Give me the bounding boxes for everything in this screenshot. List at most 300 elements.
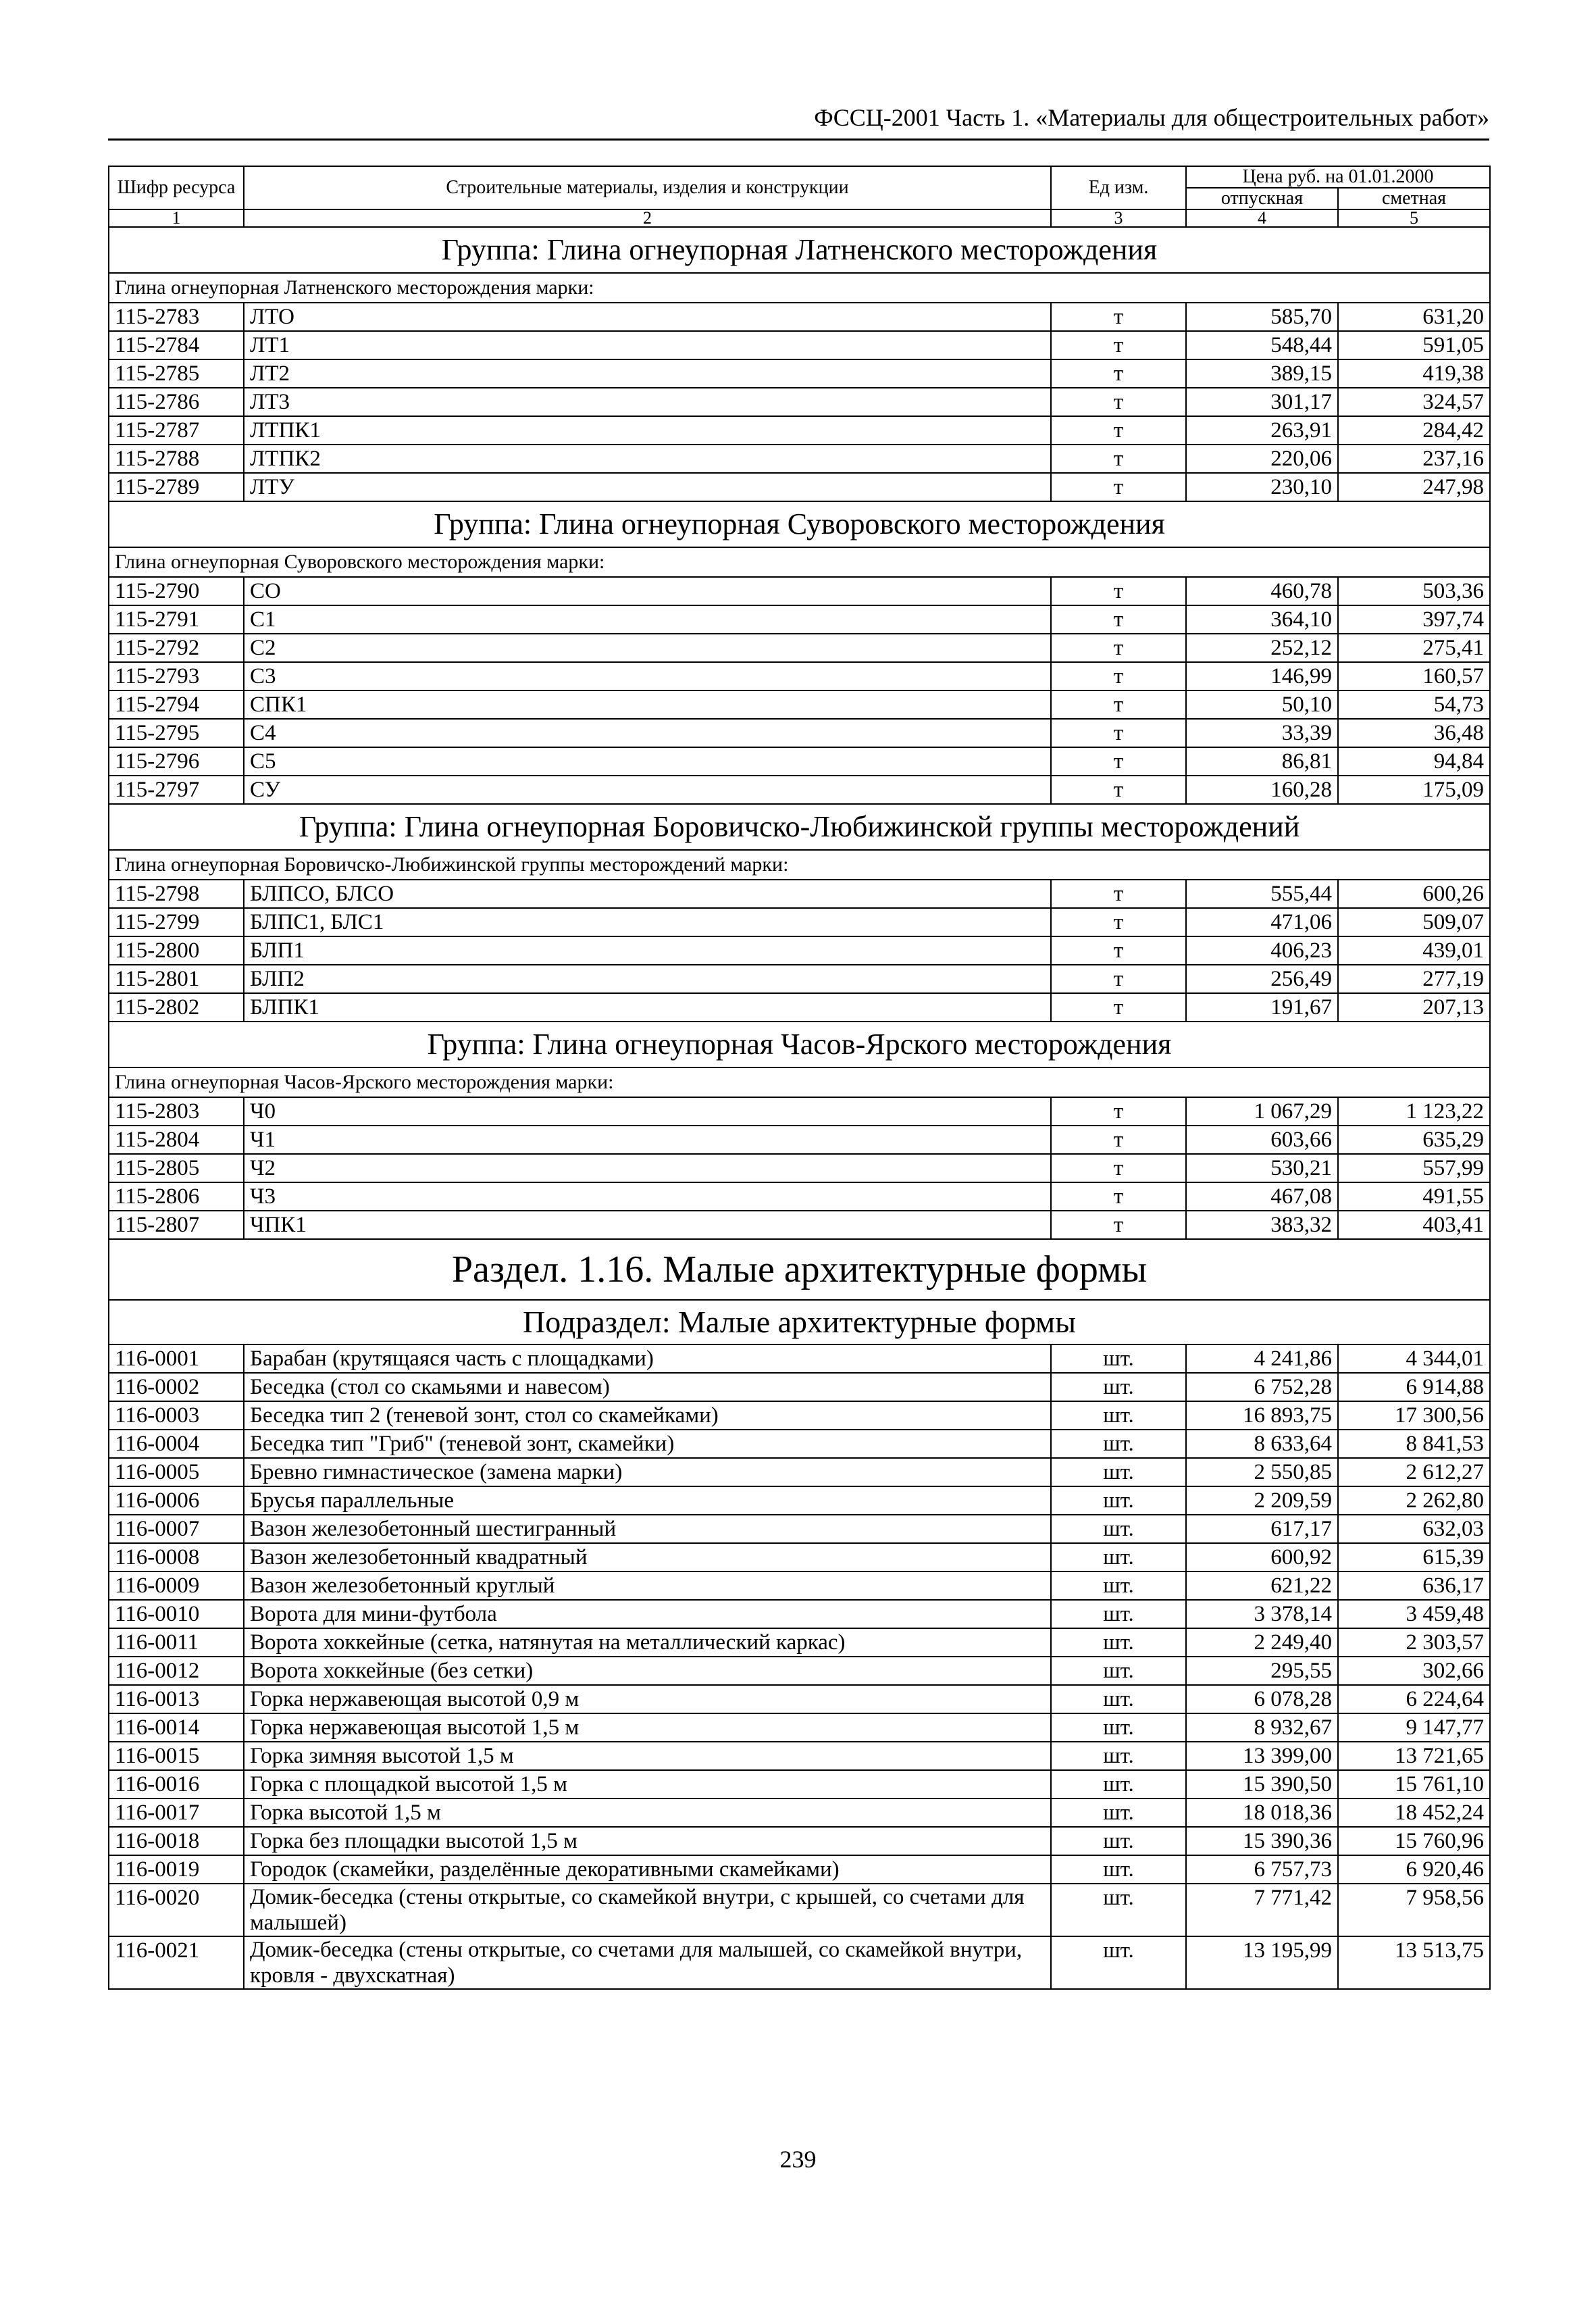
estimate-price: 160,57: [1338, 662, 1490, 690]
resource-code: 115-2793: [109, 662, 244, 690]
table-row: [109, 303, 1490, 331]
unit-of-measure: шт.: [1051, 1543, 1186, 1571]
material-name: Вазон железобетонный квадратный: [244, 1543, 1051, 1571]
resource-code: 116-0015: [109, 1742, 244, 1770]
table-row: [109, 416, 1490, 445]
resource-code: 115-2797: [109, 776, 244, 804]
unit-of-measure: шт.: [1051, 1685, 1186, 1713]
resource-code: 115-2803: [109, 1097, 244, 1126]
table-row: [109, 1742, 1490, 1770]
material-name: С4: [244, 719, 1051, 747]
estimate-price: 284,42: [1338, 416, 1490, 445]
release-price: 585,70: [1186, 303, 1338, 331]
material-name: С3: [244, 662, 1051, 690]
resource-code: 116-0011: [109, 1628, 244, 1657]
estimate-price: 7 958,56: [1338, 1884, 1490, 1936]
release-price: 617,17: [1186, 1515, 1338, 1543]
col-number: 3: [1051, 209, 1186, 227]
estimate-price: 15 761,10: [1338, 1770, 1490, 1799]
group-title: Группа: Глина огнеупорная Боровичско-Любижинской группы месторождений: [109, 804, 1490, 850]
material-name: Горка нержавеющая высотой 1,5 м: [244, 1713, 1051, 1742]
table-row: [109, 776, 1490, 804]
unit-of-measure: шт.: [1051, 1827, 1186, 1855]
resource-code: 115-2790: [109, 577, 244, 605]
material-name: С2: [244, 634, 1051, 662]
material-name: БЛП1: [244, 936, 1051, 965]
material-name: СУ: [244, 776, 1051, 804]
release-price: 383,32: [1186, 1211, 1338, 1239]
table-row: [109, 1713, 1490, 1742]
estimate-price: 94,84: [1338, 747, 1490, 776]
release-price: 467,08: [1186, 1182, 1338, 1211]
group-title: Группа: Глина огнеупорная Суворовского месторождения: [109, 501, 1490, 547]
group-title-row: [109, 227, 1490, 273]
unit-of-measure: шт.: [1051, 1401, 1186, 1430]
estimate-price: 13 513,75: [1338, 1936, 1490, 1989]
table-row: [109, 1211, 1490, 1239]
unit-of-measure: т: [1051, 880, 1186, 908]
table-row: [109, 473, 1490, 501]
col-number: 2: [244, 209, 1051, 227]
group-note-row: [109, 547, 1490, 577]
unit-of-measure: шт.: [1051, 1799, 1186, 1827]
resource-code: 115-2800: [109, 936, 244, 965]
table-row: [109, 1097, 1490, 1126]
unit-of-measure: т: [1051, 662, 1186, 690]
material-name: Горка высотой 1,5 м: [244, 1799, 1051, 1827]
group-title: Группа: Глина огнеупорная Часов-Ярского месторождения: [109, 1022, 1490, 1067]
resource-code: 116-0008: [109, 1543, 244, 1571]
table-row: [109, 1770, 1490, 1799]
estimate-price: 631,20: [1338, 303, 1490, 331]
resource-code: 116-0014: [109, 1713, 244, 1742]
estimate-price: 491,55: [1338, 1182, 1490, 1211]
release-price: 220,06: [1186, 445, 1338, 473]
resource-code: 115-2784: [109, 331, 244, 359]
resource-code: 116-0009: [109, 1571, 244, 1600]
column-numbers: [109, 209, 1490, 227]
table-row: [109, 993, 1490, 1022]
estimate-price: 6 224,64: [1338, 1685, 1490, 1713]
material-name: Горка без площадки высотой 1,5 м: [244, 1827, 1051, 1855]
material-name: Ворота для мини-футбола: [244, 1600, 1051, 1628]
unit-of-measure: т: [1051, 1097, 1186, 1126]
material-name: ЛТ2: [244, 359, 1051, 388]
table-row: [109, 690, 1490, 719]
release-price: 230,10: [1186, 473, 1338, 501]
page-number: 239: [779, 2146, 817, 2173]
table-row: [109, 1430, 1490, 1458]
estimate-price: 324,57: [1338, 388, 1490, 416]
group-note: Глина огнеупорная Латненского месторождения марки:: [109, 273, 1490, 303]
material-name: БЛПСО, БЛСО: [244, 880, 1051, 908]
unit-of-measure: т: [1051, 416, 1186, 445]
col-estimate-header: сметная: [1338, 188, 1490, 209]
estimate-price: 419,38: [1338, 359, 1490, 388]
unit-of-measure: т: [1051, 605, 1186, 634]
estimate-price: 2 612,27: [1338, 1458, 1490, 1486]
table-row: [109, 605, 1490, 634]
material-name: Вазон железобетонный круглый: [244, 1571, 1051, 1600]
release-price: 8 932,67: [1186, 1713, 1338, 1742]
estimate-price: 8 841,53: [1338, 1430, 1490, 1458]
resource-code: 116-0006: [109, 1486, 244, 1515]
group-title: Группа: Глина огнеупорная Латненского месторождения: [109, 227, 1490, 273]
release-price: 406,23: [1186, 936, 1338, 965]
unit-of-measure: т: [1051, 747, 1186, 776]
resource-code: 115-2789: [109, 473, 244, 501]
release-price: 7 771,42: [1186, 1884, 1338, 1936]
table-header: [109, 166, 1490, 227]
release-price: 18 018,36: [1186, 1799, 1338, 1827]
material-name: БЛП2: [244, 965, 1051, 993]
release-price: 555,44: [1186, 880, 1338, 908]
unit-of-measure: т: [1051, 776, 1186, 804]
resource-code: 116-0010: [109, 1600, 244, 1628]
estimate-price: 18 452,24: [1338, 1799, 1490, 1827]
material-name: Городок (скамейки, разделённые декоративными скамейками): [244, 1855, 1051, 1884]
table-row: [109, 1628, 1490, 1657]
unit-of-measure: т: [1051, 331, 1186, 359]
estimate-price: 632,03: [1338, 1515, 1490, 1543]
material-name: С5: [244, 747, 1051, 776]
estimate-price: 439,01: [1338, 936, 1490, 965]
estimate-price: 17 300,56: [1338, 1401, 1490, 1430]
material-name: ЛТ3: [244, 388, 1051, 416]
table-row: [109, 747, 1490, 776]
unit-of-measure: т: [1051, 719, 1186, 747]
estimate-price: 397,74: [1338, 605, 1490, 634]
table-body: [109, 227, 1490, 1989]
release-price: 4 241,86: [1186, 1344, 1338, 1373]
resource-code: 116-0004: [109, 1430, 244, 1458]
unit-of-measure: шт.: [1051, 1713, 1186, 1742]
table-row: [109, 1657, 1490, 1685]
release-price: 295,55: [1186, 1657, 1338, 1685]
estimate-price: 6 914,88: [1338, 1373, 1490, 1401]
release-price: 33,39: [1186, 719, 1338, 747]
col-code-header: Шифр ресурса: [109, 166, 244, 209]
release-price: 301,17: [1186, 388, 1338, 416]
estimate-price: 207,13: [1338, 993, 1490, 1022]
group-title-row: [109, 1022, 1490, 1067]
resource-code: 115-2786: [109, 388, 244, 416]
unit-of-measure: т: [1051, 1182, 1186, 1211]
material-name: БЛПС1, БЛС1: [244, 908, 1051, 936]
release-price: 6 757,73: [1186, 1855, 1338, 1884]
unit-of-measure: шт.: [1051, 1344, 1186, 1373]
material-name: ЧПК1: [244, 1211, 1051, 1239]
estimate-price: 36,48: [1338, 719, 1490, 747]
resource-code: 116-0012: [109, 1657, 244, 1685]
release-price: 460,78: [1186, 577, 1338, 605]
release-price: 2 209,59: [1186, 1486, 1338, 1515]
unit-of-measure: шт.: [1051, 1855, 1186, 1884]
resource-code: 116-0005: [109, 1458, 244, 1486]
estimate-price: 247,98: [1338, 473, 1490, 501]
estimate-price: 2 262,80: [1338, 1486, 1490, 1515]
table-row: [109, 1344, 1490, 1373]
material-name: Барабан (крутящаяся часть с площадками): [244, 1344, 1051, 1373]
table-row: [109, 1827, 1490, 1855]
release-price: 13 195,99: [1186, 1936, 1338, 1989]
release-price: 2 249,40: [1186, 1628, 1338, 1657]
release-price: 15 390,50: [1186, 1770, 1338, 1799]
estimate-price: 403,41: [1338, 1211, 1490, 1239]
unit-of-measure: т: [1051, 1126, 1186, 1154]
col-unit-header: Ед изм.: [1051, 166, 1186, 209]
material-name: Бревно гимнастическое (замена марки): [244, 1458, 1051, 1486]
release-price: 256,49: [1186, 965, 1338, 993]
material-name: Горка нержавеющая высотой 0,9 м: [244, 1685, 1051, 1713]
material-name: Вазон железобетонный шестигранный: [244, 1515, 1051, 1543]
material-name: Горка с площадкой высотой 1,5 м: [244, 1770, 1051, 1799]
table-row: [109, 331, 1490, 359]
section-title-row: [109, 1239, 1490, 1300]
material-name: ЛТПК1: [244, 416, 1051, 445]
table-row: [109, 1884, 1490, 1936]
resource-code: 116-0003: [109, 1401, 244, 1430]
resource-code: 115-2787: [109, 416, 244, 445]
material-name: ЛТПК2: [244, 445, 1051, 473]
unit-of-measure: т: [1051, 908, 1186, 936]
resource-code: 115-2794: [109, 690, 244, 719]
material-name: Брусья параллельные: [244, 1486, 1051, 1515]
table-row: [109, 908, 1490, 936]
table-row: [109, 965, 1490, 993]
unit-of-measure: шт.: [1051, 1600, 1186, 1628]
material-name: ЛТО: [244, 303, 1051, 331]
unit-of-measure: т: [1051, 388, 1186, 416]
material-name: Ч0: [244, 1097, 1051, 1126]
group-note-row: [109, 1067, 1490, 1097]
header-rule: [108, 139, 1489, 141]
release-price: 252,12: [1186, 634, 1338, 662]
table-row: [109, 880, 1490, 908]
table-row: [109, 1855, 1490, 1884]
col-price-header: Цена руб. на 01.01.2000: [1186, 166, 1490, 188]
table-row: [109, 1401, 1490, 1430]
table-row: [109, 1515, 1490, 1543]
resource-code: 116-0019: [109, 1855, 244, 1884]
table-row: [109, 719, 1490, 747]
unit-of-measure: шт.: [1051, 1770, 1186, 1799]
unit-of-measure: т: [1051, 1211, 1186, 1239]
table-row: [109, 1600, 1490, 1628]
estimate-price: 277,19: [1338, 965, 1490, 993]
table-row: [109, 634, 1490, 662]
estimate-price: 9 147,77: [1338, 1713, 1490, 1742]
release-price: 86,81: [1186, 747, 1338, 776]
unit-of-measure: т: [1051, 359, 1186, 388]
unit-of-measure: т: [1051, 473, 1186, 501]
group-note: Глина огнеупорная Боровичско-Любижинской группы месторождений марки:: [109, 850, 1490, 880]
estimate-price: 591,05: [1338, 331, 1490, 359]
group-note: Глина огнеупорная Суворовского месторождения марки:: [109, 547, 1490, 577]
release-price: 191,67: [1186, 993, 1338, 1022]
resource-code: 115-2795: [109, 719, 244, 747]
resource-code: 115-2804: [109, 1126, 244, 1154]
estimate-price: 237,16: [1338, 445, 1490, 473]
subsection-title-row: [109, 1300, 1490, 1344]
col-release-header: отпускная: [1186, 188, 1338, 209]
table-row: [109, 1799, 1490, 1827]
col-number: 4: [1186, 209, 1338, 227]
resource-code: 115-2783: [109, 303, 244, 331]
material-name: Беседка тип 2 (теневой зонт, стол со скамейками): [244, 1401, 1051, 1430]
resource-code: 115-2792: [109, 634, 244, 662]
unit-of-measure: т: [1051, 634, 1186, 662]
section-title: Раздел. 1.16. Малые архитектурные формы: [109, 1239, 1490, 1300]
estimate-price: 1 123,22: [1338, 1097, 1490, 1126]
material-name: Домик-беседка (стены открытые, со счетами для малышей, со скамейкой внутри, кровля - двухскатная): [244, 1936, 1051, 1989]
table-row: [109, 662, 1490, 690]
group-note-row: [109, 273, 1490, 303]
release-price: 146,99: [1186, 662, 1338, 690]
resource-code: 115-2791: [109, 605, 244, 634]
group-note: Глина огнеупорная Часов-Ярского месторождения марки:: [109, 1067, 1490, 1097]
estimate-price: 275,41: [1338, 634, 1490, 662]
release-price: 600,92: [1186, 1543, 1338, 1571]
release-price: 15 390,36: [1186, 1827, 1338, 1855]
unit-of-measure: шт.: [1051, 1742, 1186, 1770]
resource-code: 115-2796: [109, 747, 244, 776]
table-row: [109, 359, 1490, 388]
resource-code: 115-2807: [109, 1211, 244, 1239]
resource-code: 116-0016: [109, 1770, 244, 1799]
release-price: 50,10: [1186, 690, 1338, 719]
material-name: Ч3: [244, 1182, 1051, 1211]
release-price: 1 067,29: [1186, 1097, 1338, 1126]
material-name: Ворота хоккейные (без сетки): [244, 1657, 1051, 1685]
table-row: [109, 936, 1490, 965]
unit-of-measure: шт.: [1051, 1884, 1186, 1936]
estimate-price: 302,66: [1338, 1657, 1490, 1685]
resource-code: 115-2798: [109, 880, 244, 908]
table-row: [109, 577, 1490, 605]
unit-of-measure: т: [1051, 1154, 1186, 1182]
table-row: [109, 388, 1490, 416]
release-price: 2 550,85: [1186, 1458, 1338, 1486]
table-row: [109, 1486, 1490, 1515]
unit-of-measure: шт.: [1051, 1628, 1186, 1657]
release-price: 263,91: [1186, 416, 1338, 445]
estimate-price: 15 760,96: [1338, 1827, 1490, 1855]
unit-of-measure: т: [1051, 303, 1186, 331]
unit-of-measure: т: [1051, 936, 1186, 965]
resource-code: 115-2799: [109, 908, 244, 936]
material-name: Беседка (стол со скамьями и навесом): [244, 1373, 1051, 1401]
group-note-row: [109, 850, 1490, 880]
unit-of-measure: шт.: [1051, 1373, 1186, 1401]
table-row: [109, 1126, 1490, 1154]
resource-code: 115-2788: [109, 445, 244, 473]
estimate-price: 13 721,65: [1338, 1742, 1490, 1770]
col-number: 5: [1338, 209, 1490, 227]
material-name: С1: [244, 605, 1051, 634]
release-price: 16 893,75: [1186, 1401, 1338, 1430]
release-price: 3 378,14: [1186, 1600, 1338, 1628]
table-row: [109, 1154, 1490, 1182]
material-name: СО: [244, 577, 1051, 605]
material-name: Домик-беседка (стены открытые, со скамейкой внутри, с крышей, со счетами для малышей): [244, 1884, 1051, 1936]
release-price: 389,15: [1186, 359, 1338, 388]
table-row: [109, 1373, 1490, 1401]
estimate-price: 509,07: [1338, 908, 1490, 936]
release-price: 6 752,28: [1186, 1373, 1338, 1401]
estimate-price: 557,99: [1338, 1154, 1490, 1182]
release-price: 13 399,00: [1186, 1742, 1338, 1770]
resource-code: 115-2805: [109, 1154, 244, 1182]
material-name: Ворота хоккейные (сетка, натянутая на металлический каркас): [244, 1628, 1051, 1657]
unit-of-measure: т: [1051, 445, 1186, 473]
release-price: 364,10: [1186, 605, 1338, 634]
release-price: 548,44: [1186, 331, 1338, 359]
resource-code: 116-0001: [109, 1344, 244, 1373]
resource-code: 116-0018: [109, 1827, 244, 1855]
unit-of-measure: т: [1051, 965, 1186, 993]
release-price: 621,22: [1186, 1571, 1338, 1600]
material-name: СПК1: [244, 690, 1051, 719]
estimate-price: 54,73: [1338, 690, 1490, 719]
material-name: ЛТУ: [244, 473, 1051, 501]
material-name: БЛПК1: [244, 993, 1051, 1022]
resource-code: 116-0002: [109, 1373, 244, 1401]
estimate-price: 4 344,01: [1338, 1344, 1490, 1373]
table-row: [109, 1458, 1490, 1486]
table-row: [109, 1936, 1490, 1989]
estimate-price: 3 459,48: [1338, 1600, 1490, 1628]
resource-code: 116-0021: [109, 1936, 244, 1989]
estimate-price: 615,39: [1338, 1543, 1490, 1571]
resource-code: 115-2801: [109, 965, 244, 993]
resource-code: 115-2806: [109, 1182, 244, 1211]
unit-of-measure: шт.: [1051, 1430, 1186, 1458]
release-price: 8 633,64: [1186, 1430, 1338, 1458]
resource-code: 115-2802: [109, 993, 244, 1022]
col-name-header: Строительные материалы, изделия и конструкции: [244, 166, 1051, 209]
unit-of-measure: шт.: [1051, 1936, 1186, 1989]
unit-of-measure: т: [1051, 690, 1186, 719]
estimate-price: 175,09: [1338, 776, 1490, 804]
table-row: [109, 1543, 1490, 1571]
estimate-price: 635,29: [1338, 1126, 1490, 1154]
release-price: 6 078,28: [1186, 1685, 1338, 1713]
table-row: [109, 1182, 1490, 1211]
resource-code: 116-0007: [109, 1515, 244, 1543]
release-price: 160,28: [1186, 776, 1338, 804]
estimate-price: 6 920,46: [1338, 1855, 1490, 1884]
release-price: 603,66: [1186, 1126, 1338, 1154]
unit-of-measure: шт.: [1051, 1486, 1186, 1515]
material-name: Ч1: [244, 1126, 1051, 1154]
unit-of-measure: шт.: [1051, 1458, 1186, 1486]
subsection-title: Подраздел: Малые архитектурные формы: [109, 1300, 1490, 1344]
running-header: ФССЦ-2001 Часть 1. «Материалы для общестроительных работ»: [814, 104, 1489, 131]
group-title-row: [109, 804, 1490, 850]
resource-code: 116-0013: [109, 1685, 244, 1713]
release-price: 530,21: [1186, 1154, 1338, 1182]
table-row: [109, 1685, 1490, 1713]
unit-of-measure: шт.: [1051, 1571, 1186, 1600]
estimate-price: 2 303,57: [1338, 1628, 1490, 1657]
material-name: Ч2: [244, 1154, 1051, 1182]
unit-of-measure: шт.: [1051, 1515, 1186, 1543]
resource-code: 116-0017: [109, 1799, 244, 1827]
price-table: [108, 166, 1491, 1990]
release-price: 471,06: [1186, 908, 1338, 936]
unit-of-measure: шт.: [1051, 1657, 1186, 1685]
